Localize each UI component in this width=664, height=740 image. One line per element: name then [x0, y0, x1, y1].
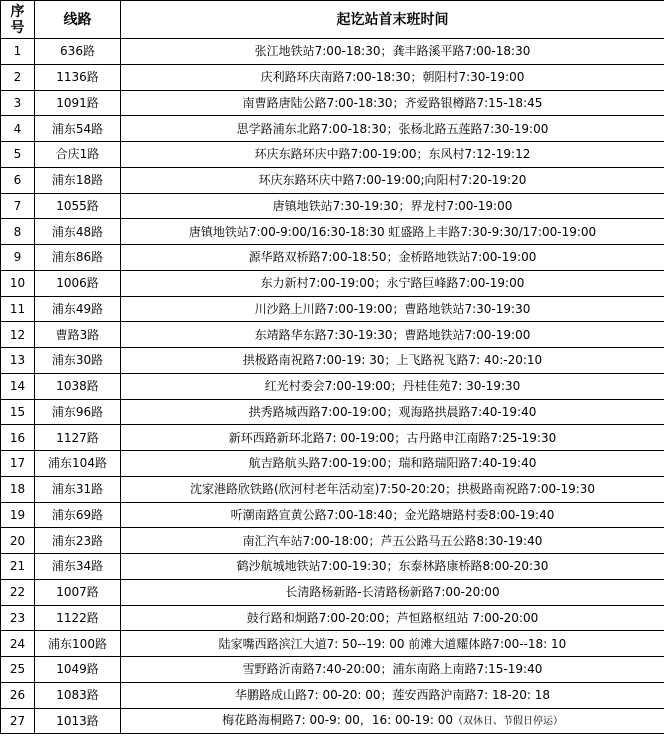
row-times-cell [121, 296, 664, 322]
row-times: 东力新村7:00-19:00；永宁路巨峰路7:00-19:00 [260, 276, 525, 291]
table-row [1, 39, 664, 65]
row-route: 曹路3路 [35, 322, 121, 348]
row-times: 鹤沙航城地铁站7:00-19:30；东泰林路康桥路8:00-20:30 [236, 559, 549, 574]
row-index: 23 [1, 605, 35, 631]
index-header-line1: 序 [10, 3, 25, 20]
row-index: 26 [1, 682, 35, 708]
row-route: 浦东49路 [35, 296, 121, 322]
row-route: 浦东34路 [35, 554, 121, 580]
table-row [1, 116, 664, 142]
row-index: 2 [1, 64, 35, 90]
index-header-line2: 号 [10, 19, 25, 36]
row-route: 1091路 [35, 90, 121, 116]
row-times: 唐镇地铁站7:00-9:00/16:30-18:30 虹盛路上丰路7:30-9:30/17:00-19:00 [188, 224, 597, 239]
row-route: 浦东86路 [35, 245, 121, 271]
row-index: 15 [1, 399, 35, 425]
row-times: 沈家港路欣铁路(欣河村老年活动室)7:50-20:20；拱极路南祝路7:00-19:30 [189, 482, 596, 497]
row-index: 1 [1, 39, 35, 65]
row-times-cell [121, 708, 664, 734]
row-times: 长清路杨新路-长清路杨新路7:00-20:00 [285, 585, 500, 600]
row-times-cell [121, 373, 664, 399]
row-times: 川沙路上川路7:00-19:00；曹路地铁站7:30-19:30 [254, 301, 531, 316]
row-times: 拱秀路城西路7:00-19:00；观海路拱晨路7:40-19:40 [248, 404, 537, 419]
row-times: 新环西路新环北路7: 00-19:00；古丹路申江南路7:25-19:30 [228, 430, 557, 445]
table-row [1, 193, 664, 219]
row-route: 1136路 [35, 64, 121, 90]
table-row [1, 270, 664, 296]
row-route: 浦东54路 [35, 116, 121, 142]
row-index: 4 [1, 116, 35, 142]
row-times-cell [121, 554, 664, 580]
row-index: 9 [1, 245, 35, 271]
row-times-cell [121, 193, 664, 219]
table-row [1, 657, 664, 683]
row-route: 636路 [35, 39, 121, 65]
row-times: 南曹路唐陆公路7:00-18:30；齐爱路银樽路7:15-18:45 [242, 95, 543, 110]
table-row [1, 219, 664, 245]
row-times-cell [121, 579, 664, 605]
row-times: 唐镇地铁站7:30-19:30；界龙村7:00-19:00 [272, 198, 513, 213]
row-times-cell [121, 657, 664, 683]
row-index: 8 [1, 219, 35, 245]
row-note: （双休日、节假日停运） [452, 715, 563, 727]
row-times: 红光村委会7:00-19:00；丹桂佳苑7: 30-19:30 [264, 379, 521, 394]
table-row [1, 348, 664, 374]
header-row [1, 1, 664, 39]
row-route: 浦东48路 [35, 219, 121, 245]
row-times-cell [121, 90, 664, 116]
row-times: 听潮南路宣黄公路7:00-18:40；金光路塘路村委8:00-19:40 [230, 507, 555, 522]
row-index: 12 [1, 322, 35, 348]
row-route: 浦东96路 [35, 399, 121, 425]
table-row [1, 451, 664, 477]
table-row [1, 554, 664, 580]
row-route: 浦东100路 [35, 631, 121, 657]
table-row [1, 373, 664, 399]
route-header: 线路 [35, 1, 121, 39]
row-times-cell [121, 322, 664, 348]
row-times: 鼓行路和炯路7:00-20:00；芦恒路枢纽站 7:00-20:00 [246, 610, 539, 625]
table-row [1, 322, 664, 348]
index-header [1, 1, 35, 39]
row-index: 10 [1, 270, 35, 296]
row-times-cell [121, 528, 664, 554]
row-route: 1083路 [35, 682, 121, 708]
row-times: 陆家嘴西路滨江大道7: 50--19: 00 前滩大道耀体路7:00--18: 10 [218, 636, 567, 651]
row-route: 1007路 [35, 579, 121, 605]
row-route: 1006路 [35, 270, 121, 296]
table-row [1, 90, 664, 116]
row-times-cell [121, 605, 664, 631]
table-row [1, 425, 664, 451]
times-header: 起讫站首末班时间 [121, 1, 664, 39]
table-row [1, 502, 664, 528]
row-times-cell [121, 631, 664, 657]
table-row [1, 142, 664, 168]
row-times-cell [121, 451, 664, 477]
row-times-cell [121, 502, 664, 528]
table-row [1, 476, 664, 502]
row-times-cell [121, 348, 664, 374]
row-index: 6 [1, 167, 35, 193]
row-route: 浦东31路 [35, 476, 121, 502]
row-index: 24 [1, 631, 35, 657]
row-route: 1038路 [35, 373, 121, 399]
row-times: 东靖路华东路7:30-19:30；曹路地铁站7:00-19:00 [254, 327, 531, 342]
row-times: 华鹏路成山路7: 00-20: 00；莲安西路沪南路7: 18-20: 18 [235, 688, 550, 703]
row-route: 1127路 [35, 425, 121, 451]
row-route: 浦东23路 [35, 528, 121, 554]
row-index: 13 [1, 348, 35, 374]
row-times: 环庆东路环庆中路7:00-19:00;向阳村7:20-19:20 [258, 173, 527, 188]
row-index: 27 [1, 708, 35, 734]
row-route: 1122路 [35, 605, 121, 631]
row-times-cell [121, 142, 664, 168]
table-row [1, 528, 664, 554]
row-route: 合庆1路 [35, 142, 121, 168]
row-index: 18 [1, 476, 35, 502]
row-index: 3 [1, 90, 35, 116]
row-route: 浦东18路 [35, 167, 121, 193]
row-times-cell [121, 270, 664, 296]
row-times-cell [121, 39, 664, 65]
row-times-cell [121, 116, 664, 142]
row-route: 1013路 [35, 708, 121, 734]
row-times-cell [121, 399, 664, 425]
row-index: 16 [1, 425, 35, 451]
row-times-cell [121, 219, 664, 245]
table-row [1, 399, 664, 425]
row-times-cell [121, 476, 664, 502]
row-times: 张江地铁站7:00-18:30；龚丰路溪平路7:00-18:30 [254, 44, 531, 59]
row-times-cell [121, 425, 664, 451]
row-index: 11 [1, 296, 35, 322]
row-times: 思学路浦东北路7:00-18:30；张杨北路五莲路7:30-19:00 [236, 121, 549, 136]
table-row [1, 245, 664, 271]
row-times: 航吉路航头路7:00-19:00；瑞和路瑞阳路7:40-19:40 [248, 456, 537, 471]
row-times: 环庆东路环庆中路7:00-19:00；东风村7:12-19:12 [254, 147, 531, 162]
row-route: 1049路 [35, 657, 121, 683]
row-times: 拱极路南祝路7:00-19: 30；上飞路祝飞路7: 40:-20:10 [242, 353, 543, 368]
row-route: 1055路 [35, 193, 121, 219]
row-times: 梅花路海桐路7: 00-9: 00，16: 00-19: 00 [222, 712, 453, 727]
row-route: 浦东69路 [35, 502, 121, 528]
row-index: 21 [1, 554, 35, 580]
row-times: 源华路双桥路7:00-18:50；金桥路地铁站7:00-19:00 [248, 250, 537, 265]
row-index: 25 [1, 657, 35, 683]
row-times-cell [121, 167, 664, 193]
row-index: 19 [1, 502, 35, 528]
row-index: 22 [1, 579, 35, 605]
table-row [1, 296, 664, 322]
row-index: 5 [1, 142, 35, 168]
table-row [1, 631, 664, 657]
row-index: 14 [1, 373, 35, 399]
table-row [1, 605, 664, 631]
row-times-cell [121, 245, 664, 271]
row-index: 7 [1, 193, 35, 219]
row-index: 20 [1, 528, 35, 554]
table-row [1, 64, 664, 90]
table-row [1, 708, 664, 734]
row-index: 17 [1, 451, 35, 477]
row-times: 庆利路环庆南路7:00-18:30；朝阳村7:30-19:00 [260, 70, 525, 85]
table-row [1, 579, 664, 605]
table-row [1, 682, 664, 708]
table-row [1, 167, 664, 193]
row-times-cell [121, 64, 664, 90]
row-times: 南汇汽车站7:00-18:00；芦五公路马五公路8:30-19:40 [242, 533, 543, 548]
row-times: 雪野路沂南路7:40-20:00；浦东南路上南路7:15-19:40 [242, 662, 543, 677]
row-times-cell [121, 682, 664, 708]
row-route: 浦东30路 [35, 348, 121, 374]
row-route: 浦东104路 [35, 451, 121, 477]
